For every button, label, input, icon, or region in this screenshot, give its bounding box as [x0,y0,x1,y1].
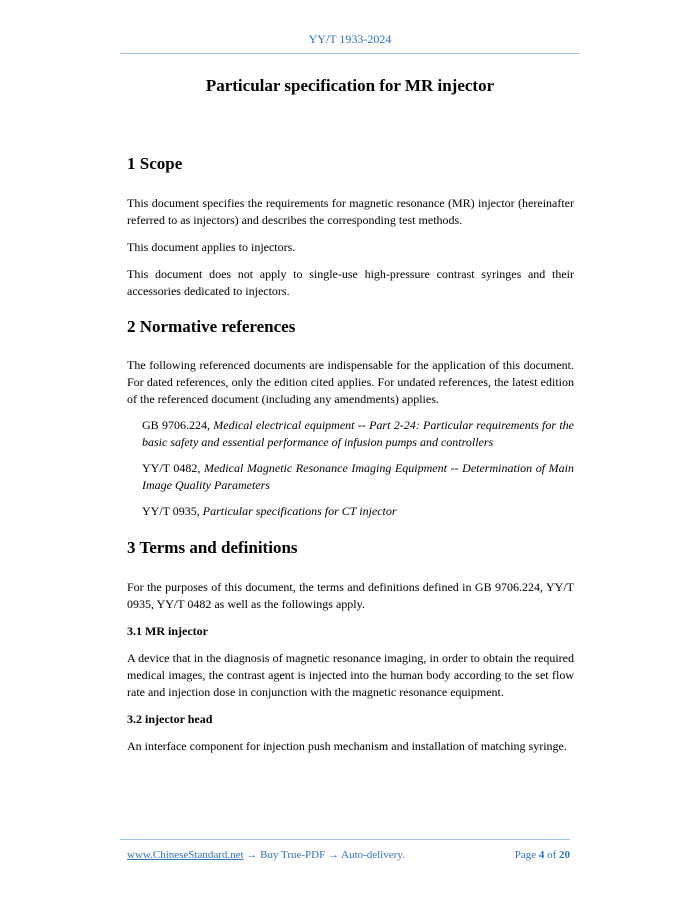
paragraph: For the purposes of this document, the terms and definitions defined in GB 9706.224, YY/T 0935, YY/T 0482 as well as the followings apply. [127,580,574,611]
buy-pdf-link[interactable]: Buy True-PDF [260,849,326,861]
term-heading: 3.1 MR injector [127,624,208,638]
paragraph: This document does not apply to single-use high-pressure contrast syringes and their accessories dedicated to injectors. [127,267,574,298]
section-heading-normative: 2 Normative references [127,317,296,336]
page-indicator: Page 4 of 20 [514,849,570,861]
paragraph: The following referenced documents are indispensable for the application of this document. For dated references, only the edition cited applies. For undated references, the latest edition of the referenced document (including any amendments) applies. [127,358,574,406]
reference-item: YY/T 0935, Particular specifications for CT injector [142,504,397,518]
reference-item: YY/T 0482, Medical Magnetic Resonance Imaging Equipment -- Determination of Main Image Quality Parameters [142,461,575,492]
document-body [127,152,574,755]
reference-item: GB 9706.224, Medical electrical equipment -- Part 2-24: Particular requirements for the basic safety and essential performance of infusion pumps and controllers [142,418,575,449]
paragraph: This document applies to injectors. [127,240,296,254]
page-number: 4 [538,849,545,861]
page-total: 20 [559,849,570,861]
section-heading-terms: 3 Terms and definitions [127,538,298,557]
website-link[interactable]: www.ChineseStandard.net [127,849,244,861]
document-title: Particular specification for MR injector [205,76,495,95]
footer-divider [120,839,570,840]
paragraph: This document specifies the requirements for magnetic resonance (MR) injector (hereinafter referred to as injectors) and describes the corresponding test methods. [127,196,574,227]
arrow-icon: → [325,849,342,861]
arrow-icon: → [243,849,261,861]
term-definition: A device that in the diagnosis of magnetic resonance imaging, in order to obtain the required medical images, the contrast agent is injected into the human body according to the set flow rate and injection dose in conjunction with the magnetic resonance equipment. [127,651,574,699]
header-divider [120,53,580,54]
running-header: YY/T 1933-2024 [308,32,392,46]
page-footer [127,849,570,861]
term-heading: 3.2 injector head [127,712,213,726]
delivery-text: Auto-delivery. [341,849,405,861]
section-heading-scope: 1 Scope [127,154,183,173]
term-definition: An interface component for injection push mechanism and installation of matching syringe. [127,739,567,753]
